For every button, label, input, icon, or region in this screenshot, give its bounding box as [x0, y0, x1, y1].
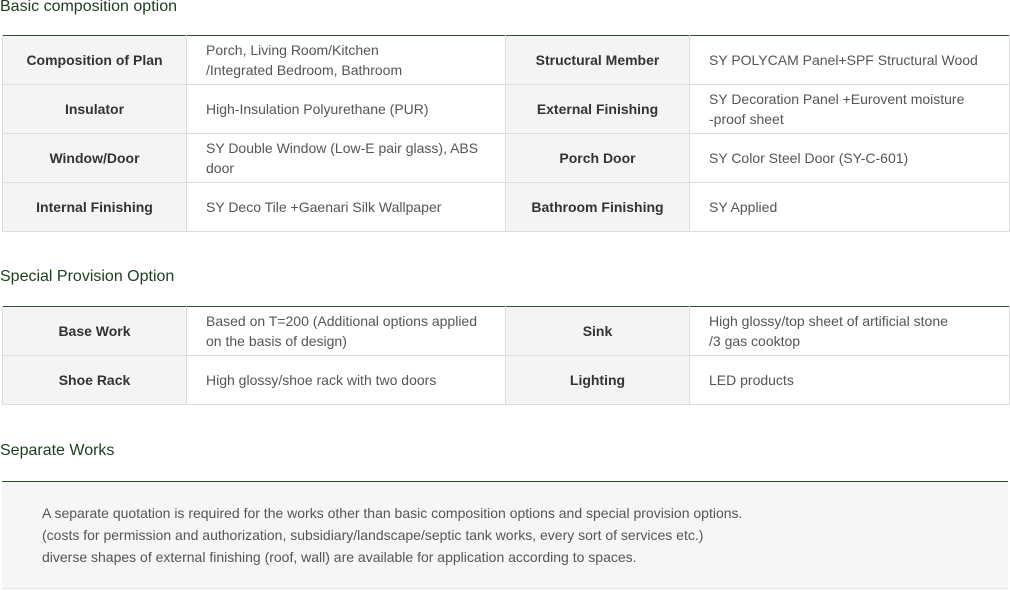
value-line: High-Insulation Polyurethane (PUR)	[206, 101, 429, 117]
table-row	[3, 183, 1010, 232]
row-value	[187, 307, 506, 356]
row-value	[187, 183, 506, 232]
table-row	[3, 85, 1010, 134]
value-line: SY Double Window (Low-E pair glass), ABS door	[206, 140, 479, 176]
note-line: diverse shapes of external finishing (roof, wall) are available for application according to spaces.	[42, 549, 637, 565]
value-line: Based on T=200 (Additional options applied	[206, 313, 477, 329]
row-label: Composition of Plan	[3, 36, 187, 85]
row-value	[690, 307, 1010, 356]
row-value	[690, 36, 1010, 85]
value-line: SY Applied	[709, 199, 778, 215]
basic-composition-table	[2, 35, 1010, 232]
special-provision-title: Special Provision Option	[0, 268, 175, 285]
row-label: Bathroom Finishing	[506, 183, 690, 232]
table-row	[3, 307, 1010, 356]
table-row	[3, 134, 1010, 183]
row-label: Shoe Rack	[3, 356, 187, 405]
value-line: High glossy/shoe rack with two doors	[206, 372, 437, 388]
row-label: Porch Door	[506, 134, 690, 183]
separate-works-note	[2, 481, 1008, 589]
row-label: External Finishing	[506, 85, 690, 134]
table-row	[3, 356, 1010, 405]
value-line: SY POLYCAM Panel+SPF Structural Wood	[709, 52, 978, 68]
value-line: SY Decoration Panel +Eurovent moisture	[709, 91, 965, 107]
value-line: -proof sheet	[709, 111, 784, 127]
note-line: A separate quotation is required for the works other than basic composition options and special provision options.	[42, 505, 743, 521]
value-line: on the basis of design)	[206, 333, 347, 349]
row-value	[187, 134, 506, 183]
row-value	[187, 85, 506, 134]
value-line: /Integrated Bedroom, Bathroom	[206, 62, 403, 78]
row-value	[690, 134, 1010, 183]
table-row	[3, 36, 1010, 85]
special-provision-table	[2, 306, 1010, 405]
row-value	[690, 356, 1010, 405]
row-label: Structural Member	[506, 36, 690, 85]
value-line: SY Color Steel Door (SY-C-601)	[709, 150, 909, 166]
row-label: Window/Door	[3, 134, 187, 183]
row-value	[690, 85, 1010, 134]
row-value	[187, 356, 506, 405]
value-line: /3 gas cooktop	[709, 333, 801, 349]
value-line: High glossy/top sheet of artificial stone	[709, 313, 948, 329]
value-line: LED products	[709, 372, 794, 388]
row-value	[187, 36, 506, 85]
row-value	[690, 183, 1010, 232]
note-line: (costs for permission and authorization, subsidiary/landscape/septic tank works, every sort of services etc.)	[42, 527, 704, 543]
separate-works-title: Separate Works	[0, 442, 115, 459]
row-label: Sink	[506, 307, 690, 356]
row-label: Insulator	[3, 85, 187, 134]
basic-composition-title: Basic composition option	[0, 0, 177, 15]
value-line: Porch, Living Room/Kitchen	[206, 42, 379, 58]
row-label: Lighting	[506, 356, 690, 405]
row-label: Base Work	[3, 307, 187, 356]
value-line: SY Deco Tile +Gaenari Silk Wallpaper	[206, 199, 442, 215]
row-label: Internal Finishing	[3, 183, 187, 232]
